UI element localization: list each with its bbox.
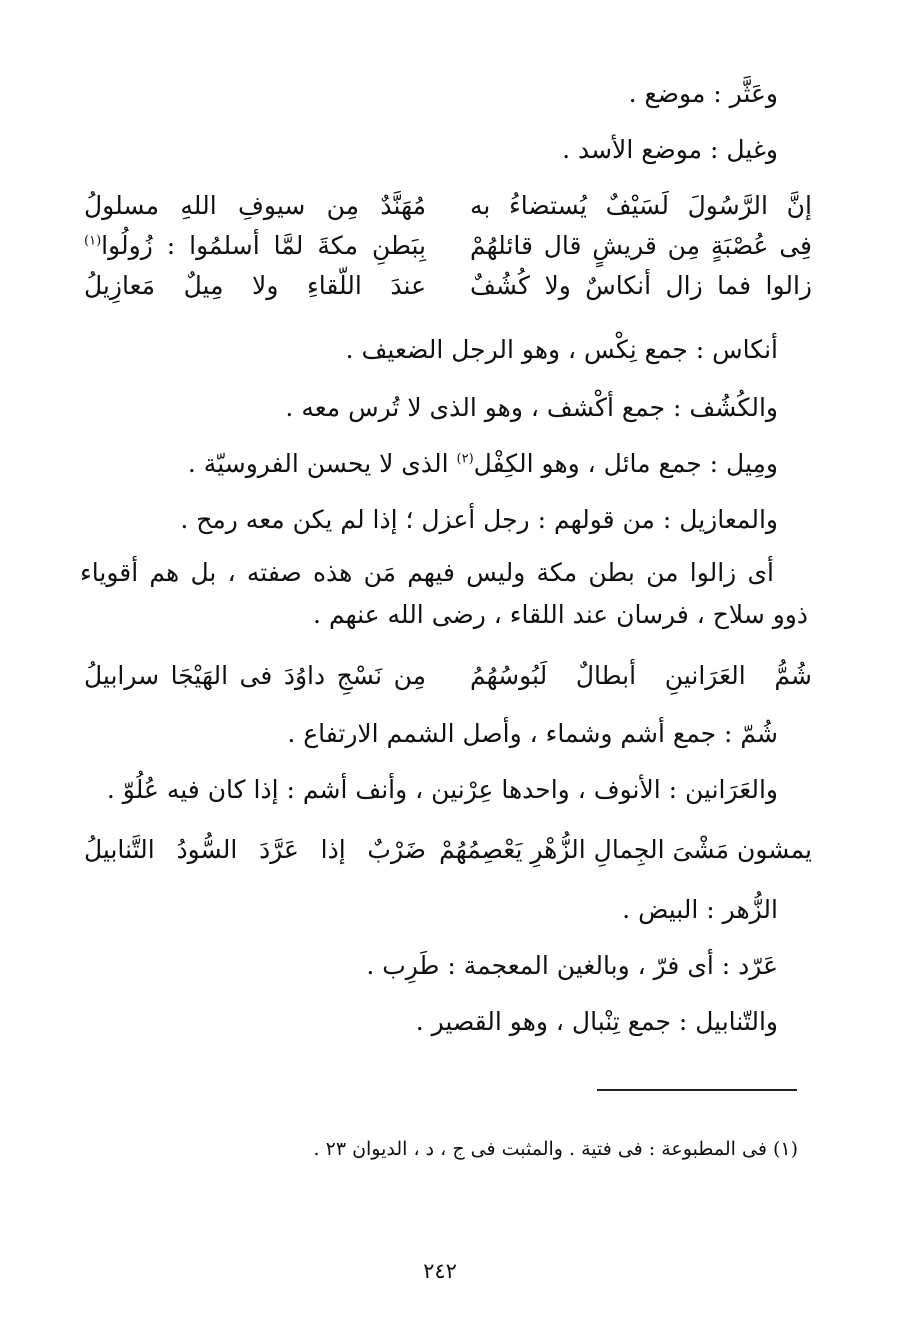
gloss-line: شُمّ : جمع أشم وشماء ، وأصل الشمم الارتفاع . xyxy=(287,719,778,748)
gloss-line: أنكاس : جمع نِكْس ، وهو الرجل الضعيف . xyxy=(345,335,778,364)
verse-hemistich-first: زالوا فما زال أنكاسٌ ولا كُشُفٌ xyxy=(470,271,812,300)
verse-line xyxy=(84,830,812,870)
gloss-line: والمعازيل : من قولهم : رجل أعزل ؛ إذا لم يكن معه رمح . xyxy=(180,505,778,534)
verse-hemistich-second xyxy=(84,226,426,266)
entry-line: وغيل : موضع الأسد . xyxy=(562,135,778,164)
footnote: (١) فى المطبوعة : فى فتية . والمثبت فى ج ، د ، الديوان ٢٣ . xyxy=(313,1138,798,1160)
verse-hemistich-first: شُمُّ العَرَانينِ أبطالٌ لَبُوسُهُمُ xyxy=(470,661,812,690)
verse-hemistich-first: إنَّ الرَّسُولَ لَسَيْفٌ يُستضاءُ به xyxy=(470,191,812,220)
gloss-line: الزُّهر : البيض . xyxy=(622,895,778,924)
verse-hemistich-second: مُهَنَّدٌ مِن سيوفِ اللهِ مسلولُ xyxy=(84,191,426,220)
verse-hemistich-first: يمشون مَشْىَ الجِمالِ الزُّهْرِ يَعْصِمُهُمْ xyxy=(439,835,812,864)
verse-line xyxy=(84,226,812,266)
gloss-line: والكُشُف : جمع أكْشف ، وهو الذى لا تُرس معه . xyxy=(285,393,778,422)
gloss-line: والتّنابيل : جمع تِنْبال ، وهو القصير . xyxy=(415,1007,778,1036)
verse-line xyxy=(84,186,812,226)
verse-hemistich-first: فِى عُصْبَةٍ مِن قريشٍ قال قائلهُمْ xyxy=(470,231,812,260)
gloss-line: عَرّد : أى فرّ ، وبالغين المعجمة : طَرِب . xyxy=(366,951,778,980)
gloss-text: ومِيل : جمع مائل ، وهو الكِفْل xyxy=(473,449,778,478)
gloss-line xyxy=(188,444,778,484)
verse-text: بِبَطنِ مكةَ لمَّا أسلمُوا : زُولُوا xyxy=(101,231,426,260)
verse-hemistich-second: ضَرْبٌ إذا عَرَّدَ السُّودُ التَّنابيلُ xyxy=(84,835,426,864)
prose-paragraph: أى زالوا من بطن مكة وليس فيهم مَن هذه صفته ، بل هم أقوياء ذوو سلاح ، فرسان عند اللقاء ، رضى الله عنهم . xyxy=(80,558,808,629)
footnote-marker: (٢) xyxy=(456,451,474,467)
page-number: ٢٤٢ xyxy=(423,1259,457,1283)
verse-line xyxy=(84,656,812,696)
verse-hemistich-second: عندَ اللّقاءِ ولا مِيلٌ مَعازِيلُ xyxy=(84,271,426,300)
footnote-marker: (١) xyxy=(84,233,102,249)
gloss-line: والعَرَانين : الأنوف ، واحدها عِرْنين ، وأنف أشم : إذا كان فيه عُلُوّ . xyxy=(106,775,778,804)
gloss-text: الذى لا يحسن الفروسيّة . xyxy=(187,449,457,478)
entry-line: وعَثَّر : موضع . xyxy=(628,79,778,108)
verse-hemistich-second: مِن نَسْجِ داوُدَ فى الهَيْجَا سرابيلُ xyxy=(84,661,426,690)
verse-line xyxy=(84,266,812,306)
footnote-divider xyxy=(597,1089,797,1091)
